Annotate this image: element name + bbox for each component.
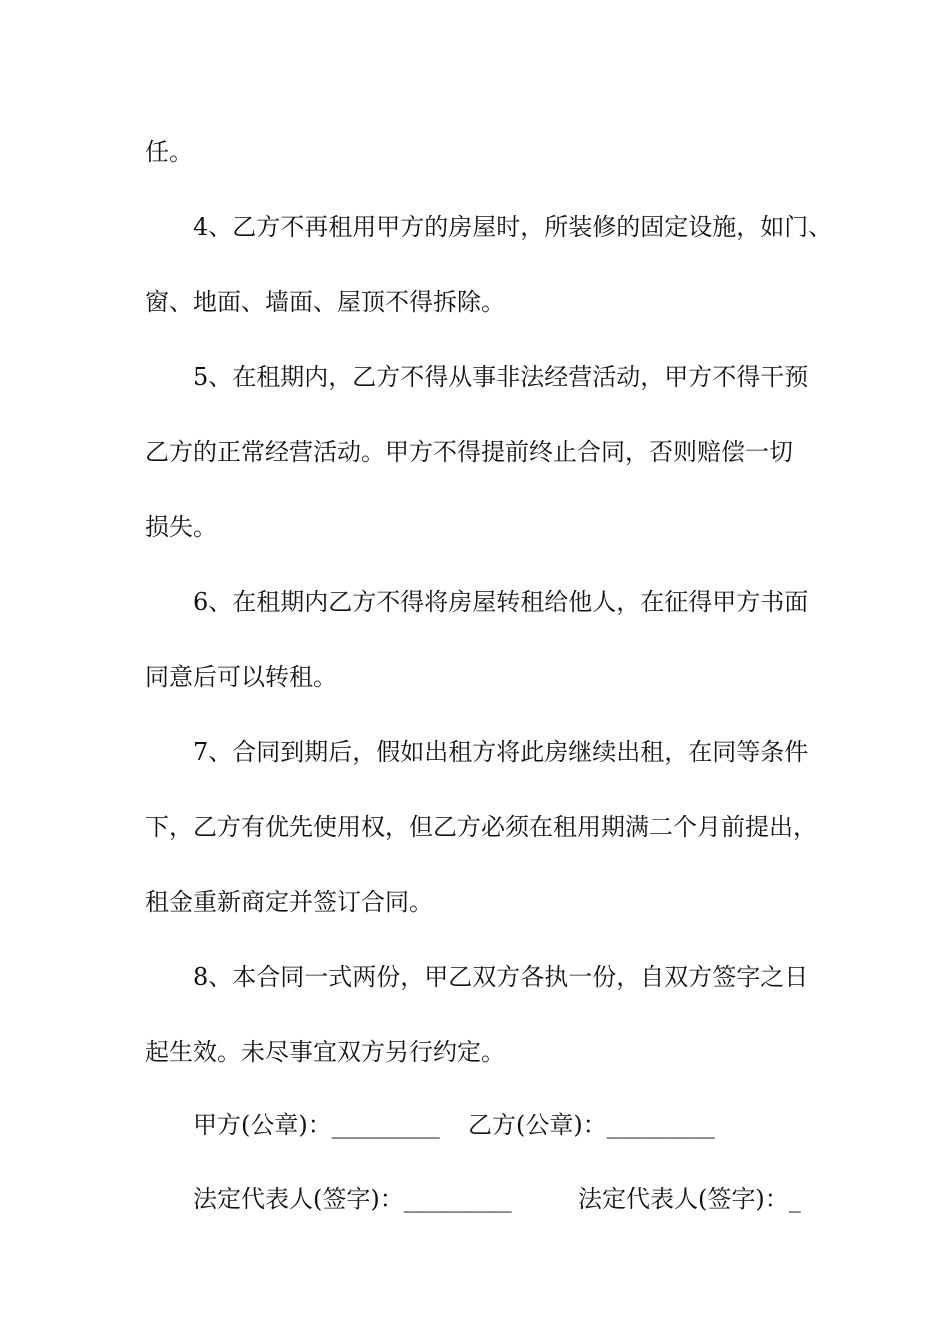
party-a-seal-field: 甲方(公章)：_________ bbox=[193, 1111, 440, 1139]
clause-8-line-1: 8、本合同一式两份，甲乙双方各执一份，自双方签字之日 bbox=[193, 963, 809, 991]
party-b-representative-field: 法定代表人(签字)：_ bbox=[578, 1185, 801, 1213]
clause-7-line-1: 7、合同到期后，假如出租方将此房继续出租，在同等条件 bbox=[193, 738, 809, 766]
clause-6-line-2: 同意后可以转租。 bbox=[145, 663, 337, 691]
party-a-representative-field: 法定代表人(签字)：_________ bbox=[193, 1185, 512, 1213]
clause-7-line-3: 租金重新商定并签订合同。 bbox=[145, 888, 433, 916]
clause-6-line-1: 6、在租期内乙方不得将房屋转租给他人，在征得甲方书面 bbox=[193, 588, 809, 616]
clause-4-line-2: 窗、地面、墙面、屋顶不得拆除。 bbox=[145, 288, 505, 316]
clause-5-line-1: 5、在租期内，乙方不得从事非法经营活动，甲方不得干预 bbox=[193, 363, 809, 391]
party-b-seal-field: 乙方(公章)：_________ bbox=[468, 1111, 715, 1139]
clause-5-line-3: 损失。 bbox=[145, 513, 217, 541]
clause-8-line-2: 起生效。未尽事宜双方另行约定。 bbox=[145, 1038, 505, 1066]
clause-4-line-1: 4、乙方不再租用甲方的房屋时，所装修的固定设施，如门、 bbox=[193, 213, 833, 241]
clause-5-line-2: 乙方的正常经营活动。甲方不得提前终止合同，否则赔偿一切 bbox=[145, 438, 793, 466]
clause-7-line-2: 下，乙方有优先使用权，但乙方必须在租用期满二个月前提出， bbox=[145, 813, 817, 841]
text-line: 任。 bbox=[145, 138, 193, 166]
